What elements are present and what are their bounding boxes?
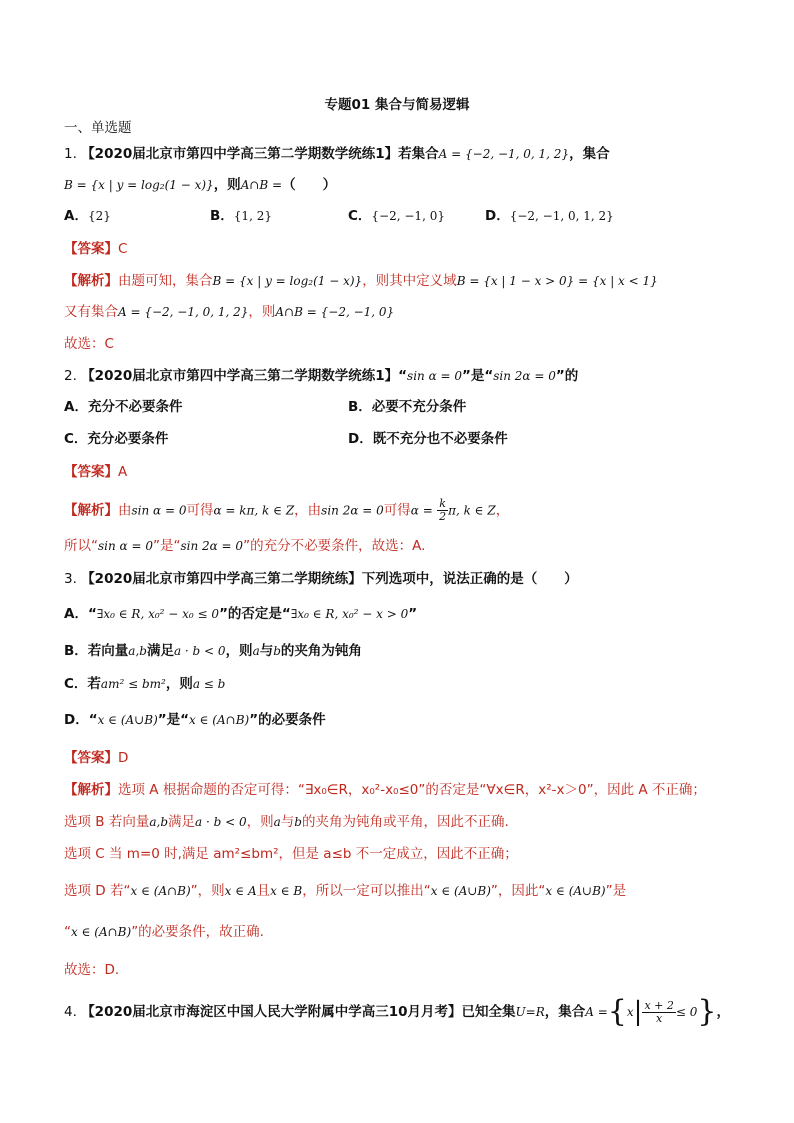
q2-number: 2. [64, 368, 77, 384]
q1-number: 1. [64, 146, 77, 162]
q2-option-c: C．充分必要条件 [64, 431, 169, 447]
q4-stem: 4. 【2020届北京市海淀区中国人民大学附属中学高三10月月考】已知全集U=R，集合A ={x| $\frac{x + 2}{x}$ ≤ 0}， [64, 994, 730, 1029]
q1-option-b: B．{1, 2} [210, 208, 272, 224]
q3-analysis-line5: “x ∈ (A∩B)”的必要条件，故正确. [64, 924, 264, 940]
q4-number: 4. [64, 1004, 77, 1020]
q2-source: 【2020届北京市第四中学高三第二学期数学统练1】 [81, 368, 399, 384]
q2-analysis-line2: 所以“sin α = 0”是“sin 2α = 0”的充分不必要条件，故选：A. [64, 538, 426, 554]
q3-stem: 3. 【2020届北京市第四中学高三第二学期统练】下列选项中，说法正确的是（ ） [64, 571, 578, 587]
q3-option-d: D．“x ∈ (A∪B)”是“x ∈ (A∩B)”的必要条件 [64, 712, 326, 728]
q3-conclusion: 故选：D. [64, 962, 120, 978]
q3-source: 【2020届北京市第四中学高三第二学期统练】 [81, 571, 362, 587]
q1-stem: 1. 【2020届北京市第四中学高三第二学期数学统练1】若集合A = {−2, −1, 0, 1, 2}，集合 [64, 146, 610, 162]
q4-fraction: $\frac{x + 2}{x}$ [644, 998, 674, 1025]
q3-analysis-line4: 选项 D 若“x ∈ (A∩B)”，则x ∈ A且x ∈ B，所以一定可以推出“x ∈ (A∪B)”，因此“x ∈ (A∪B)”是 [64, 883, 627, 899]
q3-analysis-line1: 【解析】选项 A 根据命题的否定可得：“∃x₀∈R，x₀²-x₀≤0”的否定是“∀x∈R，x²-x＞0”，因此 A 不正确； [64, 782, 706, 798]
q2-option-a: A．充分不必要条件 [64, 399, 183, 415]
q1-conclusion: 故选：C [64, 336, 114, 352]
section-heading: 一、单选题 [64, 120, 132, 136]
q2-option-d: D．既不充分也不必要条件 [348, 431, 508, 447]
q1-stem-line2: B = {x | y = log₂(1 − x)}，则A∩B =（ ） [64, 177, 337, 193]
q4-set-bar: | [633, 997, 643, 1027]
q3-option-c: C．若am² ≤ bm²，则a ≤ b [64, 676, 226, 692]
q4-left-brace: { [607, 994, 627, 1029]
q1-option-d: D．{−2, −1, 0, 1, 2} [485, 208, 614, 224]
q2-option-b: B．必要不充分条件 [348, 399, 467, 415]
q3-analysis-line2: 选项 B 若向量a,b满足a · b < 0，则a与b的夹角为钝角或平角，因此不正确. [64, 814, 509, 830]
q3-option-b: B．若向量a,b满足a · b < 0，则a与b的夹角为钝角 [64, 643, 362, 659]
q1-set-b: B = {x | y = log₂(1 − x)} [64, 178, 214, 192]
q2-fraction: $\frac{k}{2}$ [439, 497, 447, 523]
q4-source: 【2020届北京市海淀区中国人民大学附属中学高三10月月考】 [81, 1004, 462, 1020]
q1-expr: A∩B = [240, 178, 283, 192]
q3-number: 3. [64, 571, 77, 587]
q1-answer: 【答案】C [64, 241, 128, 257]
q1-option-a: A．{2} [64, 208, 111, 224]
q3-analysis-line3: 选项 C 当 m=0 时,满足 am²≤bm²，但是 a≤b 不一定成立，因此不正确； [64, 846, 518, 862]
q2-answer: 【答案】A [64, 464, 128, 480]
q1-source: 【2020届北京市第四中学高三第二学期数学统练1】 [81, 146, 399, 162]
q3-answer: 【答案】D [64, 750, 129, 766]
q2-analysis-line1: 【解析】由sin α = 0可得α = kπ, k ∈ Z，由sin 2α = 0可得α = $\frac{k}{2}$ π, k ∈ Z， [64, 497, 510, 523]
q1-set-a: A = {−2, −1, 0, 1, 2} [438, 147, 570, 161]
q1-analysis-line2: 又有集合A = {−2, −1, 0, 1, 2}，则A∩B = {−2, −1, 0} [64, 304, 395, 320]
document-title: 专题01 集合与简易逻辑 [324, 97, 470, 113]
q3-option-a: A．“∃x₀ ∈ R, x₀² − x₀ ≤ 0”的否定是“∃x₀ ∈ R, x₀² − x > 0” [64, 606, 418, 622]
q2-stem: 2. 【2020届北京市第四中学高三第二学期数学统练1】“sin α = 0”是“sin 2α = 0”的 [64, 368, 579, 384]
q4-right-brace: } [697, 994, 717, 1029]
q1-analysis-line1: 【解析】由题可知，集合B = {x | y = log₂(1 − x)}，则其中定义域B = {x | 1 − x > 0} = {x | x < 1} [64, 273, 658, 289]
q1-option-c: C．{−2, −1, 0} [348, 208, 445, 224]
